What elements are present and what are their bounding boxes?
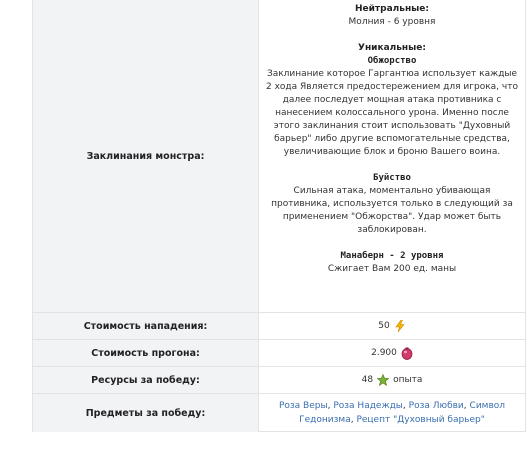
neutral-spell: Молния - 6 уровня — [348, 17, 436, 27]
item-link-recipe-spirit-barrier[interactable]: Рецепт "Духовный барьер" — [356, 415, 485, 425]
lightning-icon — [394, 320, 406, 332]
spell-rage-name: Буйство — [373, 173, 411, 183]
item-link-rose-faith[interactable]: Роза Веры — [278, 401, 328, 411]
monster-info-table — [32, 0, 526, 432]
star-icon — [377, 374, 389, 386]
items-label: Предметы за победу: — [33, 394, 259, 432]
item-link-symbol-hedonism[interactable]: Символ Гедонизма — [299, 401, 506, 425]
spell-manaburn-name: Манаберн - 2 уровня — [340, 251, 444, 261]
spells-row — [33, 0, 525, 313]
spell-gluttony-desc: Заклинание которое Гаргантюа использует каждые 2 хода Является предостережением для игрока, что далее последует мощная атака противника с нанесением колоссального урона. Именно после этого заклинания стоит использовать "Духовный барьер" либо другие вспомогательные средства, увеличивающие блок и броню Вашего воина. — [266, 69, 518, 157]
attack-cost-value: 50 — [378, 321, 390, 331]
items-row — [33, 394, 525, 432]
unique-title: Уникальные: — [358, 43, 426, 53]
run-cost-row — [33, 340, 525, 367]
spell-manaburn-desc: Сжигает Вам 200 ед. маны — [327, 264, 457, 274]
run-cost-label: Стоимость прогона: — [33, 340, 259, 366]
attack-cost-label: Стоимость нападения: — [33, 313, 259, 339]
item-link-rose-hope[interactable]: Роза Надежды — [333, 401, 403, 411]
items-links: Роза Веры, Роза Надежды, Роза Любви, Символ Гедонизма, Рецепт "Духовный барьер" — [278, 401, 506, 425]
spells-label: Заклинания монстра: — [33, 0, 259, 312]
resources-label: Ресурсы за победу: — [33, 367, 259, 393]
spell-gluttony-name: Обжорство — [367, 56, 417, 66]
run-cost-value: 2.900 — [371, 348, 397, 358]
attack-cost-row — [33, 313, 525, 340]
resources-row — [33, 367, 525, 394]
item-link-rose-love[interactable]: Роза Любви — [408, 401, 464, 411]
resources-value: 48 — [361, 375, 374, 385]
spell-rage-desc: Сильная атака, моментально убивающая противника, используется только в следующий за применением "Обжорства". Удар может быть заблокирован. — [271, 186, 513, 235]
spells-content — [259, 3, 525, 276]
gem-icon — [401, 347, 413, 360]
neutral-title: Нейтральные: — [354, 4, 430, 14]
resources-unit: опыта — [393, 375, 423, 385]
